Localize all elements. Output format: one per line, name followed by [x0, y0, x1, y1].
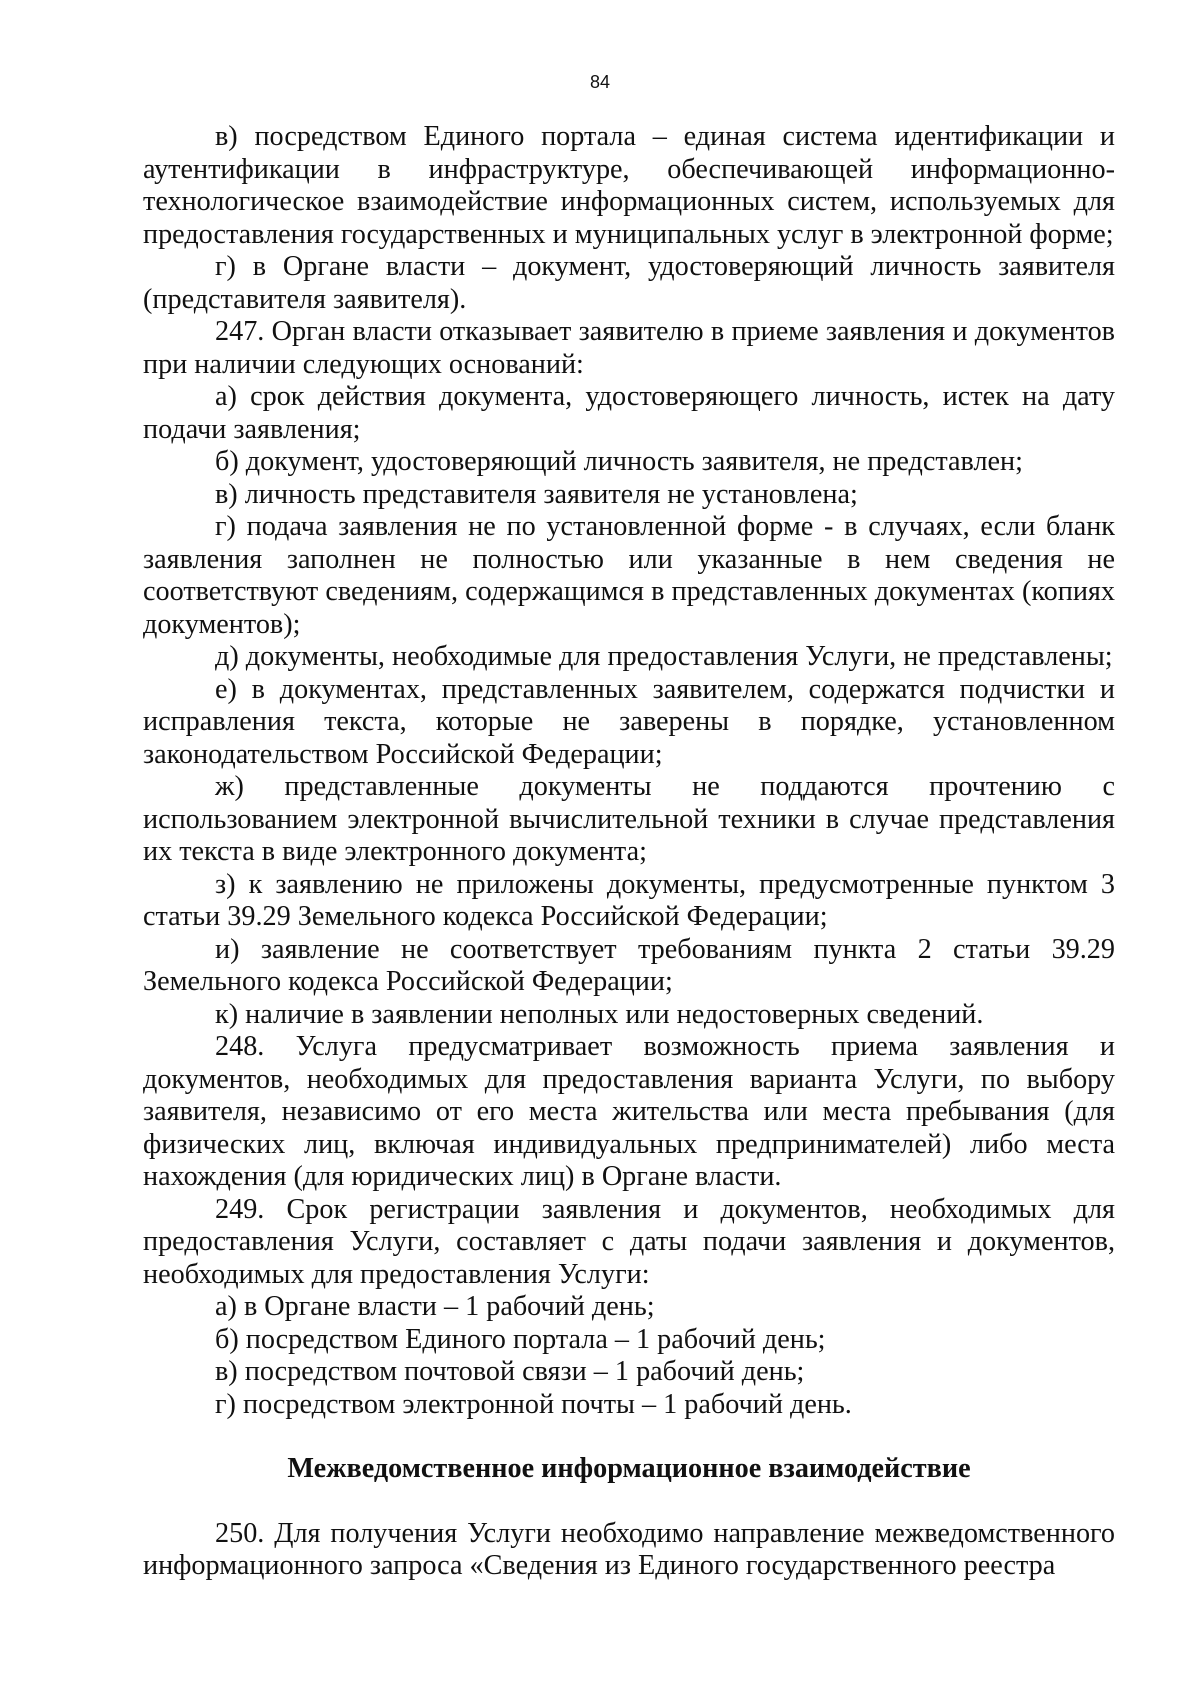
paragraph: а) в Органе власти – 1 рабочий день;	[215, 1291, 655, 1322]
paragraph: к) наличие в заявлении неполных или недостоверных сведений.	[215, 998, 984, 1030]
paragraph: в) личность представителя заявителя не установлена;	[215, 478, 858, 510]
paragraph: 249. Срок регистрации заявления и документов, необходимых для предоставления Услуги, составляет с даты подачи заявления и документов, необходимых для предоставления Услуги:	[143, 1193, 1115, 1290]
document-body	[143, 121, 1115, 1583]
paragraph: б) посредством Единого портала – 1 рабочий день;	[215, 1323, 826, 1355]
paragraph: в) посредством Единого портала – единая система идентификации и аутентификации в инфраструктуре, обеспечивающей информационно-технологическое взаимодействие информационных систем, используемых для предоставления государственных и муниципальных услуг в электронной форме;	[143, 121, 1115, 250]
paragraph: г) в Органе власти – документ, удостоверяющий личность заявителя (представителя заявителя).	[143, 251, 1115, 315]
paragraph: 250. Для получения Услуги необходимо направление межведомственного информационного запроса «Сведения из Единого государственного реестра	[143, 1517, 1115, 1581]
paragraph: б) документ, удостоверяющий личность заявителя, не представлен;	[215, 446, 1023, 477]
paragraph: д) документы, необходимые для предоставления Услуги, не представлены;	[215, 641, 1113, 672]
paragraph: в) посредством почтовой связи – 1 рабочий день;	[215, 1356, 805, 1387]
paragraph: г) подача заявления не по установленной форме - в случаях, если бланк заявления заполнен не полностью или указанные в нем сведения не соответствуют сведениям, содержащимся в представленных документах (копиях документов);	[143, 511, 1115, 640]
page-number: 84	[589, 72, 611, 92]
paragraph: з) к заявлению не приложены документы, предусмотренные пунктом 3 статьи 39.29 Земельного кодекса Российской Федерации;	[143, 868, 1115, 932]
paragraph: г) посредством электронной почты – 1 рабочий день.	[215, 1388, 852, 1420]
paragraph: е) в документах, представленных заявителем, содержатся подчистки и исправления текста, которые не заверены в порядке, установленном законодательством Российской Федерации;	[143, 673, 1115, 770]
paragraph: 247. Орган власти отказывает заявителю в приеме заявления и документов при наличии следующих оснований:	[143, 316, 1115, 380]
section-heading: Межведомственное информационное взаимодействие	[287, 1453, 971, 1484]
paragraph: а) срок действия документа, удостоверяющего личность, истек на дату подачи заявления;	[143, 381, 1115, 445]
paragraph: и) заявление не соответствует требованиям пункта 2 статьи 39.29 Земельного кодекса Российской Федерации;	[143, 933, 1115, 997]
paragraph: 248. Услуга предусматривает возможность приема заявления и документов, необходимых для предоставления варианта Услуги, по выбору заявителя, независимо от его места жительства или места пребывания (для физических лиц, включая индивидуальных предпринимателей) либо места нахождения (для юридических лиц) в Органе власти.	[143, 1031, 1115, 1192]
paragraph: ж) представленные документы не поддаются прочтению с использованием электронной вычислительной техники в случае представления их текста в виде электронного документа;	[143, 771, 1115, 867]
